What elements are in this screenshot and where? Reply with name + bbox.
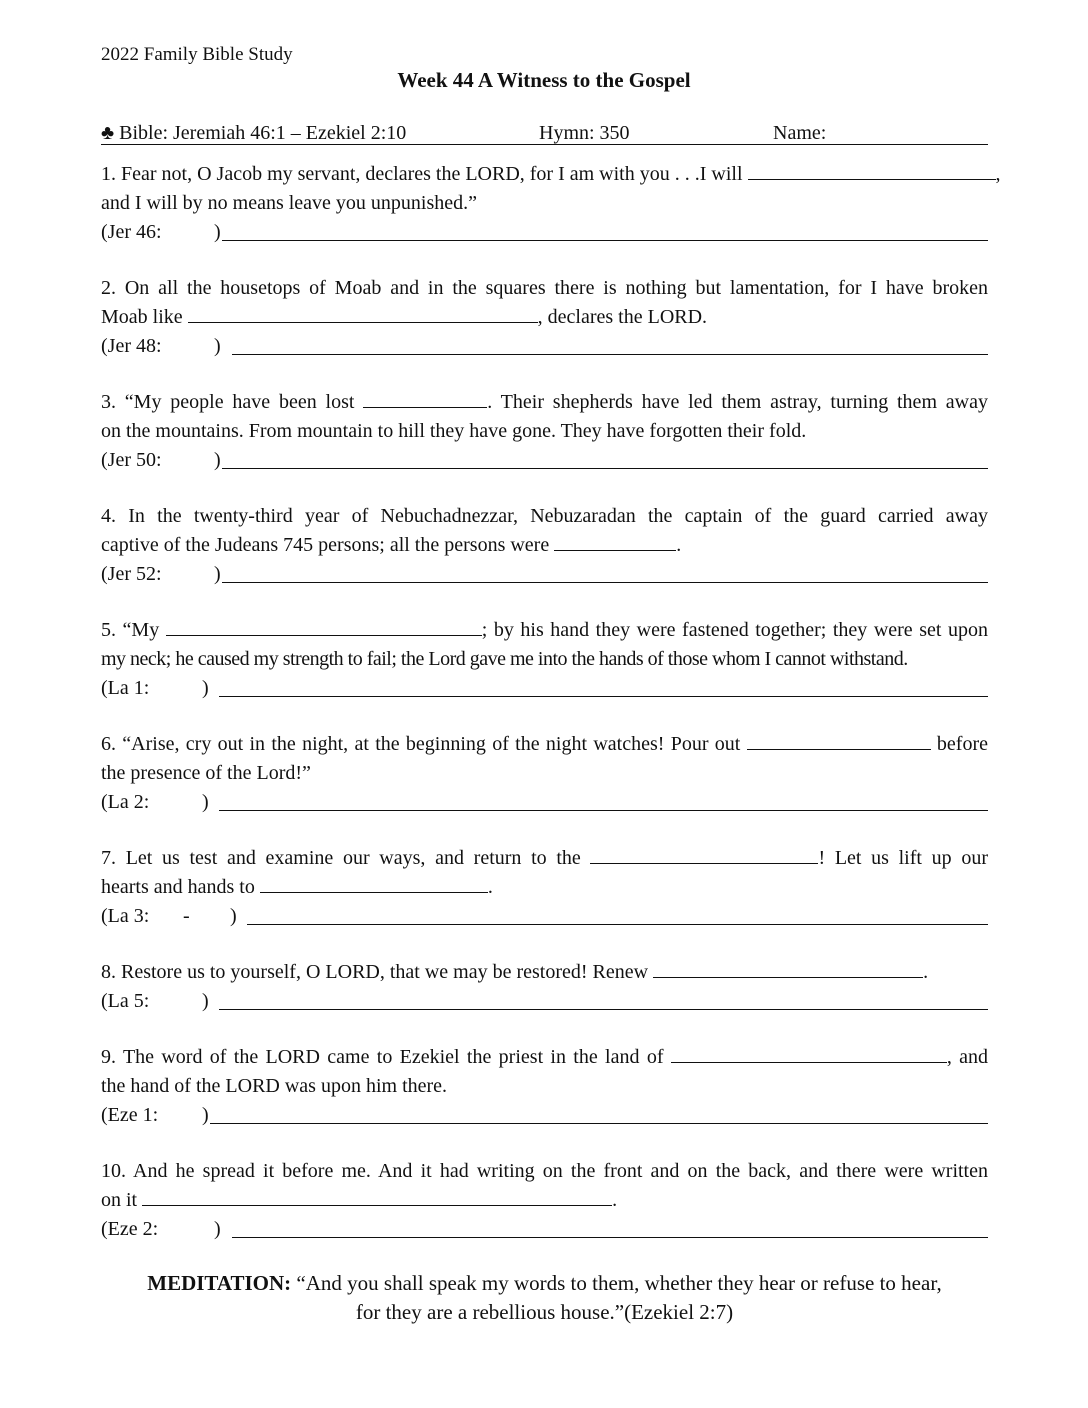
question-text: . Their shepherds have led them astray, turning them away: [487, 391, 988, 413]
answer-blank[interactable]: [747, 731, 931, 750]
bible-reading: [101, 122, 406, 145]
question-text: before: [936, 733, 988, 755]
question-3: [101, 388, 988, 475]
reference-row: [101, 987, 988, 1016]
reference-row: [101, 446, 988, 475]
reference-label: (La 5:: [101, 990, 150, 1012]
question-text: the presence of the Lord!”: [101, 762, 311, 784]
question-1: [101, 160, 1001, 247]
question-text: 3. “My people have been lost: [101, 391, 355, 413]
hymn-number: Hymn: 350: [539, 122, 630, 144]
reference-row: [101, 902, 988, 931]
question-text: .: [487, 876, 493, 898]
reference-close: ): [202, 677, 209, 699]
question-text: , and: [946, 1046, 989, 1068]
verse-answer-line[interactable]: [210, 1123, 988, 1124]
question-text: ; by his hand they were fastened together; they were set upon: [481, 619, 988, 641]
reference-label: (La 3:: [101, 905, 150, 927]
question-5: [101, 616, 988, 703]
reference-close: ): [202, 990, 209, 1012]
question-text: 8. Restore us to yourself, O LORD, that we may be restored! Renew: [101, 961, 649, 983]
answer-blank[interactable]: [188, 304, 538, 323]
verse-answer-line[interactable]: [232, 354, 988, 355]
question-text: hearts and hands to: [101, 876, 255, 898]
question-text: and I will by no means leave you unpunished.”: [101, 192, 478, 214]
question-4: [101, 502, 988, 589]
question-text: on the mountains. From mountain to hill they have gone. They have forgotten their fold.: [101, 420, 807, 442]
question-text: Moab like: [101, 306, 183, 328]
header-underline: [101, 144, 769, 145]
question-6: [101, 730, 988, 817]
reference-row: [101, 674, 988, 703]
question-text: , declares the LORD.: [537, 306, 708, 328]
question-text: 4. In the twenty-third year of Nebuchadnezzar, Nebuzaradan the captain of the guard carried away: [101, 505, 988, 527]
reference-close: ): [202, 1104, 209, 1126]
question-text: ! Let us lift up our: [818, 847, 988, 869]
name-field[interactable]: [769, 144, 988, 145]
reference-label: (Jer 48:: [101, 335, 162, 357]
question-text: 5. “My: [101, 619, 160, 641]
reference-row: [101, 332, 988, 361]
club-suit-icon: ♣: [101, 122, 115, 144]
reference-label: (Jer 52:: [101, 563, 162, 585]
question-10: [101, 1157, 988, 1244]
question-text: my neck; he caused my strength to fail; the Lord gave me into the hands of those whom I cannot withstand.: [101, 648, 908, 670]
reference-close: ): [214, 221, 221, 243]
question-9: [101, 1043, 988, 1130]
reference-label: (Eze 1:: [101, 1104, 159, 1126]
question-7: [101, 844, 988, 931]
reference-row: [101, 1215, 988, 1244]
question-text: on it: [101, 1189, 138, 1211]
reference-row: [101, 560, 988, 589]
reference-label: (Jer 46:: [101, 221, 162, 243]
verse-answer-line[interactable]: [247, 924, 988, 925]
reference-label: (La 2:: [101, 791, 150, 813]
reference-close: ): [214, 335, 221, 357]
reference-close: ): [214, 449, 221, 471]
page-title: Week 44 A Witness to the Gospel: [397, 68, 691, 92]
verse-answer-line[interactable]: [222, 240, 988, 241]
question-text: 6. “Arise, cry out in the night, at the beginning of the night watches! Pour out: [101, 733, 741, 755]
question-text: .: [923, 961, 929, 983]
question-text: the hand of the LORD was upon him there.: [101, 1075, 448, 1097]
reference-label: (La 1:: [101, 677, 150, 699]
reference-close: ): [230, 905, 237, 927]
question-text: ,: [995, 163, 1001, 185]
question-8: [101, 958, 988, 1016]
question-text: .: [676, 534, 682, 556]
reference-close: ): [214, 563, 221, 585]
answer-blank[interactable]: [142, 1187, 612, 1206]
reference-label: (Eze 2:: [101, 1218, 159, 1240]
bible-reading-text: Bible: Jeremiah 46:1 – Ezekiel 2:10: [119, 122, 407, 144]
verse-answer-line[interactable]: [219, 1009, 988, 1010]
study-label: 2022 Family Bible Study: [101, 44, 293, 65]
question-text: captive of the Judeans 745 persons; all the persons were: [101, 534, 550, 556]
answer-blank[interactable]: [671, 1044, 947, 1063]
meditation: [101, 1269, 988, 1327]
question-text: 7. Let us test and examine our ways, and return to the: [101, 847, 581, 869]
reference-close: ): [214, 1218, 221, 1240]
question-text: 9. The word of the LORD came to Ezekiel the priest in the land of: [101, 1046, 664, 1068]
answer-blank[interactable]: [590, 845, 818, 864]
verse-answer-line[interactable]: [219, 696, 988, 697]
name-label: Name:: [773, 122, 827, 144]
reference-row: [101, 1101, 988, 1130]
meditation-text: for they are a rebellious house.”(Ezekiel 2:7): [355, 1300, 734, 1324]
meditation-label: MEDITATION:: [147, 1271, 292, 1295]
verse-answer-line[interactable]: [219, 810, 988, 811]
meditation-text: “And you shall speak my words to them, whether they hear or refuse to hear,: [296, 1271, 942, 1295]
reference-row: [101, 788, 988, 817]
question-text: 2. On all the housetops of Moab and in the squares there is nothing but lamentation, for I have broken: [101, 277, 988, 299]
answer-blank[interactable]: [748, 161, 996, 180]
question-text: 1. Fear not, O Jacob my servant, declares the LORD, for I am with you . . .I will: [101, 163, 743, 185]
answer-blank[interactable]: [260, 874, 488, 893]
answer-blank[interactable]: [363, 389, 487, 408]
verse-answer-line[interactable]: [232, 1237, 988, 1238]
assignment-header: [101, 122, 988, 148]
reference-label: (Jer 50:: [101, 449, 162, 471]
reference-dash: -: [183, 905, 190, 927]
question-2: [101, 274, 988, 361]
reference-row: [101, 218, 988, 247]
reference-close: ): [202, 791, 209, 813]
answer-blank[interactable]: [554, 532, 676, 551]
verse-answer-line[interactable]: [222, 468, 988, 469]
verse-answer-line[interactable]: [222, 582, 988, 583]
question-text: .: [612, 1189, 618, 1211]
answer-blank[interactable]: [166, 617, 482, 636]
question-text: 10. And he spread it before me. And it had writing on the front and on the back, and there were written: [101, 1160, 988, 1182]
answer-blank[interactable]: [653, 959, 923, 978]
